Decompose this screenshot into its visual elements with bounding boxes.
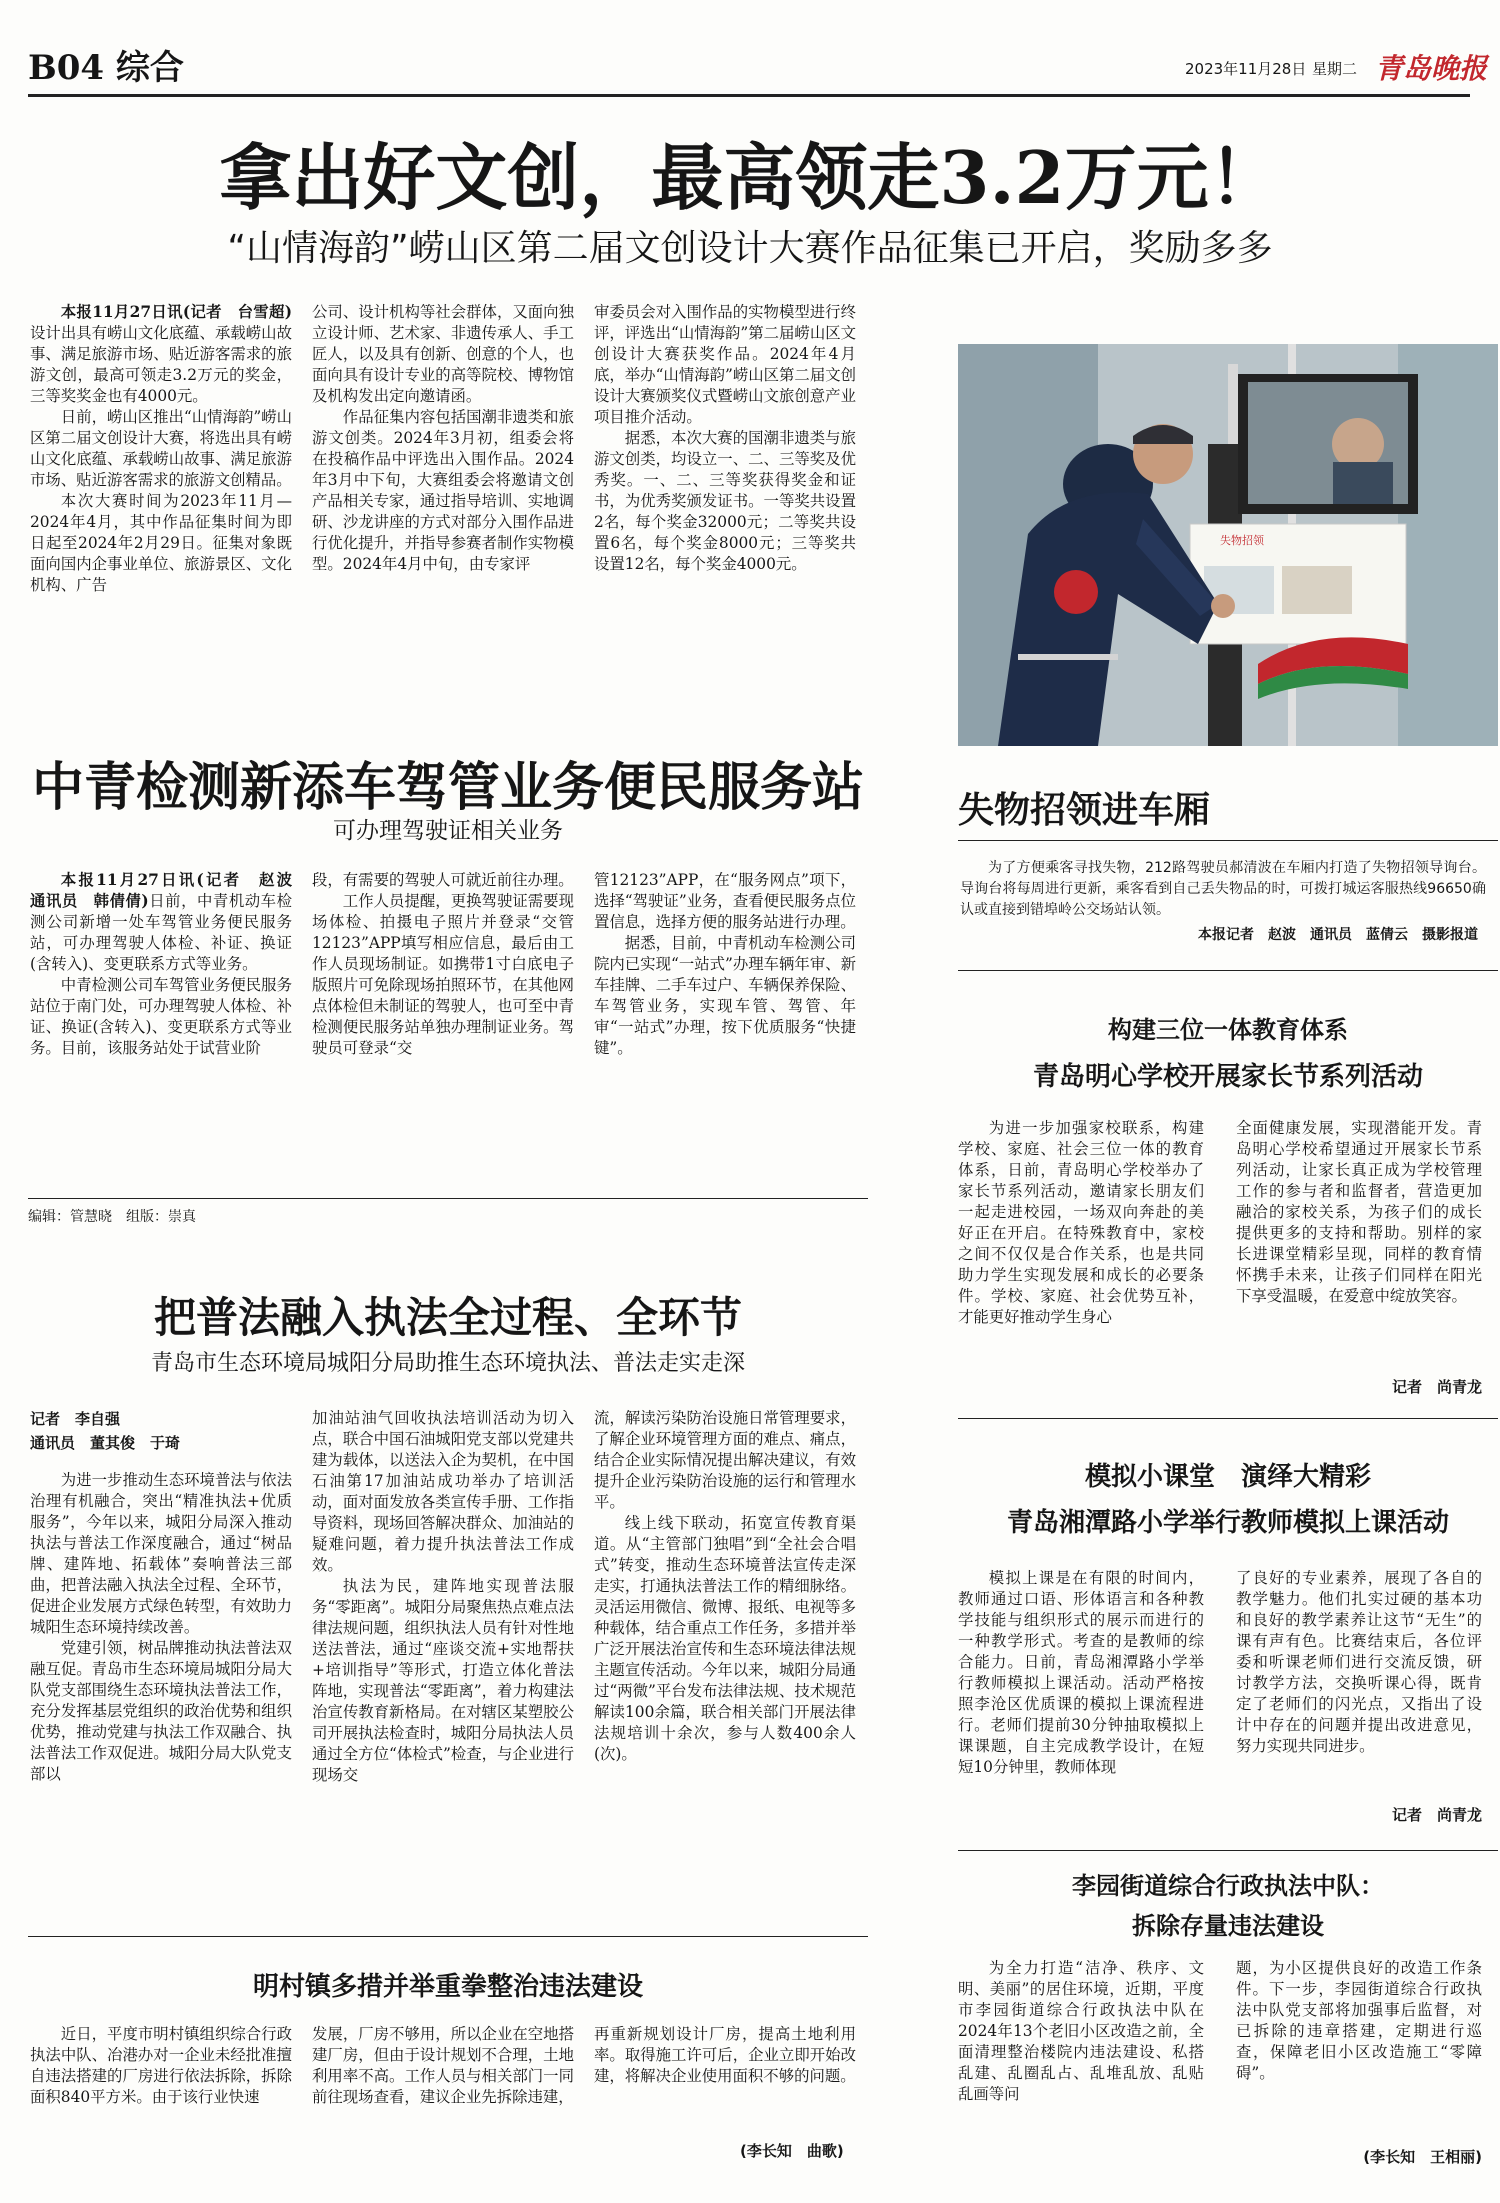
story5-col1-text: 模拟上课是在有限的时间内，教师通过口语、形体语言和各种教学技能与组织形式的展示而进行的一种教学形式。考查的是教师的综合能力。日前，青岛湘潭路小学举行教师模拟上课活动。活动严格按照李沧区优质课的模拟上课流程进行。老师们提前30分钟抽取模拟上课课题，自主完成教学设计，在短短10分钟里，教师体现 (958, 1569, 1204, 1776)
story2-subtitle: 可办理驾驶证相关业务 (333, 818, 563, 844)
story4-title: 把普法融入执法全过程、全环节 (153, 1293, 742, 1342)
photo-story-title: 失物招领进车厢 (958, 789, 1211, 831)
divider-right-1 (958, 970, 1498, 971)
story4-col3 (594, 1408, 856, 1980)
story7-author: (李长知 王相丽) (1363, 2148, 1482, 2166)
photo-caption-text: 为了方便乘客寻找失物，212路驾驶员郝清波在车厢内打造了失物招领导询台。导询台将每周进行更新，乘客看到自己丢失物品的时，可拨打城运客服热线96650确认或直接到错埠岭公交场站认领。 (960, 860, 1486, 918)
story7-col1 (958, 1958, 1204, 2168)
story6-col1-text: 近日，平度市明村镇组织综合行政执法中队、冶港办对一企业未经批准擅自违法搭建的厂房进行依法拆除，拆除面积840平方米。由于该行业快速 (30, 2025, 292, 2106)
header-weekday: 星期二 (1312, 60, 1358, 78)
story4-col1-p1: 为进一步推动生态环境普法与依法治理有机融合，突出“精准执法+优质服务”，今年以来，城阳分局深入推动执法与普法工作深度融合，通过“树品牌、建阵地、拓载体”奏响普法三部曲，把普法融入执法全过程、全环节，促进企业发展方式绿色转型，有效助力城阳生态环境持续改善。 (30, 1471, 292, 1636)
header-date: 2023年11月28日 (1185, 60, 1307, 78)
bus-interior-illustration (958, 344, 1498, 746)
board-text: 失物招领 (1220, 534, 1264, 547)
brand-logo: 青岛晚报 (1375, 52, 1488, 85)
story6-title: 明村镇多措并举重拳整治违法建设 (252, 1972, 643, 2002)
story6-col1 (30, 2024, 292, 2192)
divider-left-2 (28, 1936, 868, 1937)
story4-byline1: 记者 李自强 (30, 1410, 121, 1428)
story5-author: 记者 尚青龙 (1391, 1806, 1482, 1824)
editor-line: 编辑：管慧晓 组版：崇真 (28, 1209, 196, 1225)
story3-col2 (1236, 1118, 1482, 1400)
story7-col2-text: 题，为小区提供良好的改造工作条件。下一步，李园街道综合行政执法中队党支部将加强事后监督，对已拆除的违章搭建，定期进行巡查，保障老旧小区改造施工“零障碍”。 (1236, 1959, 1482, 2082)
photo-caption (960, 858, 1486, 924)
story6-col3 (594, 2024, 856, 2134)
story2-col1-p2: 中青检测公司车驾管业务便民服务站位于南门处，可办理驾驶人体检、补证、换证(含转入)、变更联系方式等业务。目前，该服务站处于试营业阶 (30, 976, 292, 1057)
story2-col2-p1: 段，有需要的驾驶人可就近前往办理。 (312, 871, 574, 889)
story2-col2-p2: 工作人员提醒，更换驾驶证需要现场体检、拍摄电子照片并登录“交管12123”APP填写相应信息，最后由工作人员现场制证。如携带1寸白底电子版照片可免除现场拍照环节，在其他网点体检但未制证的驾驶人，也可至中青检测便民服务站单独办理制证业务。驾驶员可登录“交 (312, 892, 574, 1057)
story1-col1-p3: 本次大赛时间为2023年11月—2024年4月，其中作品征集时间为即日起至2024年2月29日。征集对象既面向国内企事业单位、旅游景区、文化机构、广告 (30, 492, 292, 594)
story5-title2: 青岛湘潭路小学举行教师模拟上课活动 (1006, 1508, 1449, 1538)
story7-title2: 拆除存量违法建设 (1132, 1911, 1324, 1940)
story3-title: 构建三位一体教育体系 (1108, 1015, 1348, 1044)
story6-col2 (312, 2024, 574, 2192)
story5-col2-text: 了良好的专业素养，展现了各自的教学魅力。他们扎实过硬的基本功和良好的教学素养让这节“无生”的课有声有色。比赛结束后，各位评委和听课老师们进行交流反馈，研讨教学方法，交换听课心得，既肯定了老师们的闪光点，又指出了设计中存在的问题并提出改进意见，努力实现共同进步。 (1236, 1569, 1482, 1755)
story4-col3-p1: 流，解读污染防治设施日常管理要求，了解企业环境管理方面的难点、痛点，结合企业实际情况提出解决建议，有效提升企业污染防治设施的运行和管理水平。 (594, 1409, 856, 1511)
story1-subtitle: “山情海韵”崂山区第二届文创设计大赛作品征集已开启，奖励多多 (227, 228, 1273, 269)
story1-col2-p1: 公司、设计机构等社会群体，又面向独立设计师、艺术家、非遗传承人、手工匠人，以及具有创新、创意的个人，也面向具有设计专业的高等院校、博物馆及机构发出定向邀请函。 (312, 303, 574, 405)
story4-subtitle: 青岛市生态环境局城阳分局助推生态环境执法、普法走实走深 (150, 1351, 745, 1376)
story5-title: 模拟小课堂 演绎大精彩 (1084, 1462, 1371, 1492)
story1-col3-p2: 据悉，本次大赛的国潮非遗类与旅游文创类，均设立一、二、三等奖及优秀奖。一、二、三等奖获得奖金和证书，为优秀奖颁发证书。一等奖共设置2名，每个奖金32000元；二等奖共设置6名，每个奖金8000元；三等奖共设置12名，每个奖金4000元。 (594, 429, 856, 573)
story3-col1-text: 为进一步加强家校联系，构建学校、家庭、社会三位一体的教育体系，日前，青岛明心学校举办了家长节系列活动，邀请家长朋友们一起走进校园，一场双向奔赴的美好正在开启。在特殊教育中，家校之间不仅仅是合作关系，也是共同助力学生实现发展和成长的必要条件。学校、家庭、社会优势互补，才能更好推动学生身心 (958, 1119, 1204, 1326)
story4-col1 (30, 1470, 292, 1980)
story1-col1 (30, 302, 292, 722)
story1-col3-p1: 审委员会对入围作品的实物模型进行终评，评选出“山情海韵”第二届崂山区文创设计大赛获奖作品。2024年4月底，举办“山情海韵”崂山区第二届文创设计大赛颁奖仪式暨崂山文旅创意产业项目推介活动。 (594, 303, 856, 426)
photo-credit: 本报记者 赵波 通讯员 蓝倩云 摄影报道 (1198, 927, 1478, 943)
story2-col3-p1: 管12123”APP，在“服务网点”项下，选择“驾驶证”业务，查看便民服务点位置信息，选择方便的服务站进行办理。 (594, 871, 856, 931)
story3-col2-text: 全面健康发展，实现潜能开发。青岛明心学校希望通过开展家长节系列活动，让家长真正成为学校管理工作的参与者和监督者，营造更加融洽的家校关系，为孩子们的成长提供更多的支持和帮助。别样的家长进课堂精彩呈现，同样的教育情怀携手未来，让孩子们同样在阳光下享受温暖，在爱意中绽放笑容。 (1236, 1119, 1482, 1305)
story5-col1 (958, 1568, 1204, 1848)
story4-col1-p2: 党建引领，树品牌推动执法普法双融互促。青岛市生态环境局城阳分局大队党支部围绕生态环境执法普法工作，充分发挥基层党组织的政治优势和组织优势，推动党建与执法工作双融合、执法普法工作双促进。城阳分局大队党支部以 (30, 1639, 292, 1783)
story2-title: 中青检测新添车驾管业务便民服务站 (31, 757, 864, 818)
story1-col2-p2: 作品征集内容包括国潮非遗类和旅游文创类。2024年3月初，组委会将在投稿作品中评选出入围作品。2024年3月中下旬，大赛组委会将邀请文创产品相关专家，通过指导培训、实地调研、沙龙讲座的方式对部分入围作品进行优化提升，并指导参赛者制作实物模型。2024年4月中旬，由专家评 (312, 408, 574, 573)
story1-col3 (594, 302, 856, 722)
story4-col2-p1: 加油站油气回收执法培训活动为切入点，联合中国石油城阳党支部以党建共建为载体，以送法入企为契机，在中国石油第17加油站成功举办了培训活动，面对面发放各类宣传手册、工作指导资料，现场回答解决群众、加油站的疑难问题，着力提升执法普法工作成效。 (312, 1409, 574, 1574)
story6-author: (李长知 曲歌) (740, 2142, 844, 2160)
story3-author: 记者 尚青龙 (1391, 1378, 1482, 1396)
divider-right-3 (958, 1850, 1498, 1851)
story7-col1-text: 为全力打造“洁净、秩序、文明、美丽”的居住环境，近期，平度市李园街道综合行政执法中队在2024年13个老旧小区改造之前，全面清理整治楼院内违法建设、私搭乱建、乱圈乱占、乱堆乱放、乱贴乱画等问 (958, 1959, 1204, 2103)
story4-col2 (312, 1408, 574, 1980)
story5-col2 (1236, 1568, 1482, 1826)
story1-col2 (312, 302, 574, 722)
page-label: B04 综合 (28, 48, 184, 88)
story1-title: 拿出好文创，最高领走3.2万元！ (219, 135, 1281, 220)
story3-title2: 青岛明心学校开展家长节系列活动 (1032, 1062, 1423, 1092)
story7-title: 李园街道综合行政执法中队： (1072, 1871, 1384, 1900)
story6-col3-text: 再重新规划设计厂房，提高土地利用率。取得施工许可后，企业立即开始改建，将解决企业使用面积不够的问题。 (594, 2025, 856, 2085)
photo-title-rule (958, 840, 1498, 841)
divider-left (28, 1198, 868, 1199)
bus-photo-frame (958, 344, 1498, 746)
story3-col1 (958, 1118, 1204, 1400)
story2-byline: 本报11月27日讯(记者 赵波 通讯员 韩倩倩) (30, 871, 308, 910)
story4-col2-p2: 执法为民，建阵地实现普法服务“零距离”。城阳分局聚焦热点难点法律法规问题，组织执法人员有针对性地送法普法，通过“座谈交流+实地帮扶+培训指导”等形式，打造立体化普法阵地，实现普法“零距离”，着力构建法治宣传教育新格局。在对辖区某塑胶公司开展执法检查时，城阳分局执法人员通过全方位“体检式”检查，与企业进行现场交 (312, 1577, 574, 1784)
story4-col3-p2: 线上线下联动，拓宽宣传教育渠道。从“主管部门独唱”到“全社会合唱式”转变，推动生态环境普法宣传走深走实，打通执法普法工作的精细脉络。灵活运用微信、微博、报纸、电视等多种载体，结合重点工作任务，多措并举广泛开展法治宣传和生态环境法律法规主题宣传活动。今年以来，城阳分局通过“两微”平台发布法律法规、技术规范解读100余篇，联合相关部门开展法律法规培训十余次，参与人数400余人(次)。 (594, 1514, 856, 1763)
story2-col2 (312, 870, 574, 1200)
story2-col1 (30, 870, 308, 1200)
story2-col3-p2: 据悉，目前，中青机动车检测公司院内已实现“一站式”办理车辆年审、新车挂牌、二手车过户、车辆保养保险、车驾管业务，实现车管、驾管、年审“一站式”办理，按下优质服务“快捷键”。 (594, 934, 856, 1057)
story2-col3 (594, 870, 856, 1200)
story1-byline: 本报11月27日讯(记者 台雪超) (60, 303, 292, 321)
story2-col1-p1: 日前，中青机动车检测公司新增一处车驾管业务便民服务站，可办理驾驶人体检、补证、换证(含转入)、变更联系方式等业务。 (30, 892, 292, 973)
divider-right-2 (958, 1418, 1498, 1419)
header-rule (28, 94, 1470, 97)
story7-col2 (1236, 1958, 1482, 2134)
story4-byline2: 通讯员 董其俊 于琦 (30, 1434, 181, 1452)
story1-col1-p1: 设计出具有崂山文化底蕴、承载崂山故事、满足旅游市场、贴近游客需求的旅游文创，最高可领走3.2万元的奖金，三等奖奖金也有4000元。 (30, 324, 292, 405)
story6-col2-text: 发展，厂房不够用，所以企业在空地搭建厂房，但由于设计规划不合理，土地利用率不高。工作人员与相关部门一同前往现场查看，建议企业先拆除违建， (312, 2025, 574, 2106)
story1-col1-p2: 日前，崂山区推出“山情海韵”崂山区第二届文创设计大赛，将选出具有崂山文化底蕴、承载崂山故事、满足旅游市场、贴近游客需求的旅游文创精品。 (30, 408, 293, 489)
